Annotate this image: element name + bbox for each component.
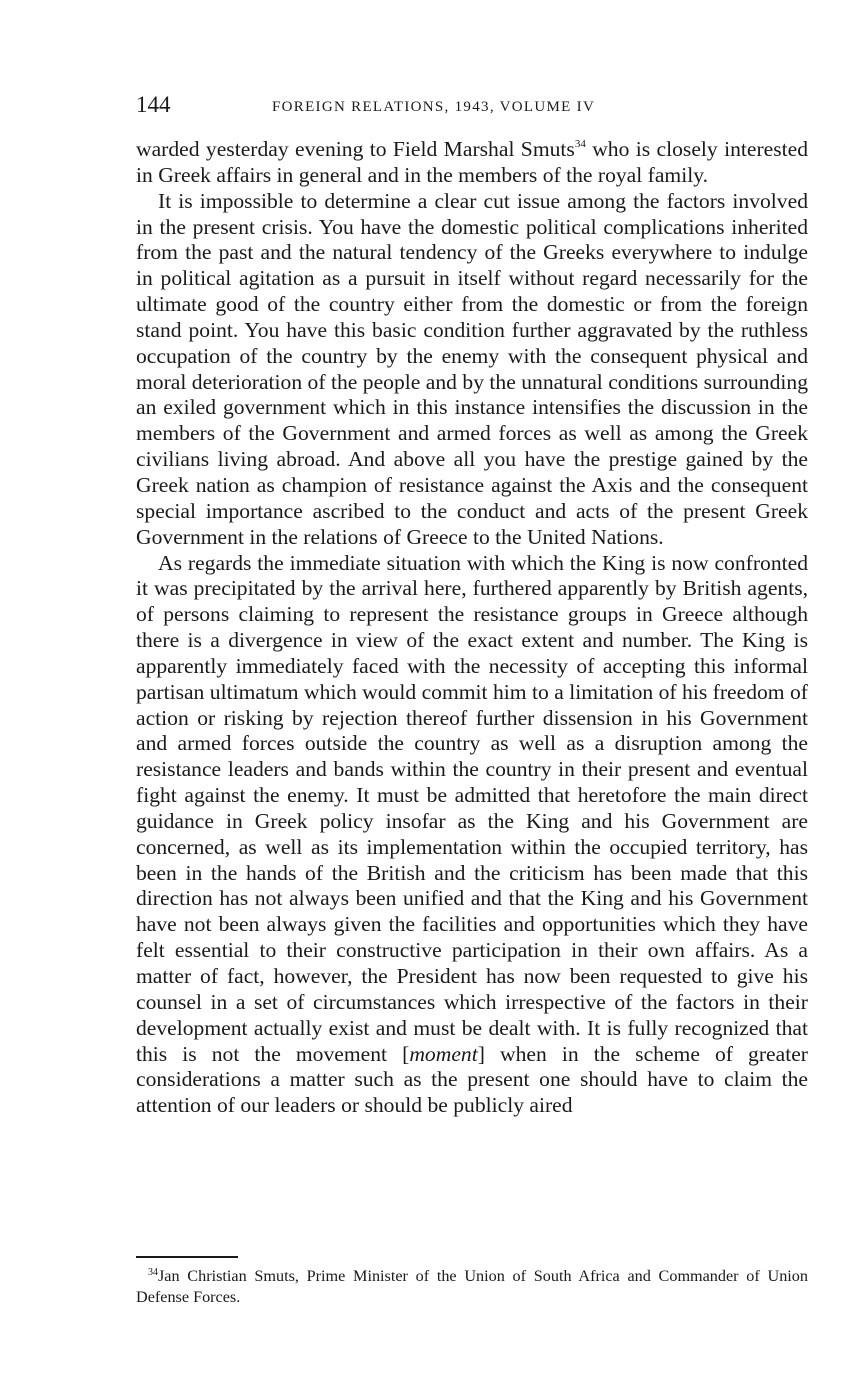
- bracket-open: [: [402, 1041, 410, 1066]
- footnote-mark: 34: [148, 1267, 158, 1278]
- page-header: [136, 90, 808, 120]
- paragraph-3-text-end: when in the scheme of greater considerations a matter such as the present one should have to claim the attention of our leaders or should be publicly aired: [136, 1041, 808, 1118]
- footnote: [136, 1266, 808, 1308]
- footnote-divider: [136, 1256, 238, 1258]
- paragraph-3-text-start: As regards the immediate situation with which the King is now confronted it was precipitated by the arrival here, furthered apparently by British agents, of persons claiming to represent the resistance groups in Greece although there is a divergence in view of the exact extent and number. The King is apparently immediately faced with the necessity of accepting this informal partisan ultimatum which would commit him to a limitation of his freedom of action or risking by rejection thereof further dissension in his Government and armed forces outside the country as well as a disruption among the resistance leaders and bands within the country in their present and eventual fight against the enemy. It must be admitted that heretofore the main direct guidance in Greek policy insofar as the King and his Government are concerned, as well as its implementation within the occupied territory, has been in the hands of the British and the criticism has been made that this direction has not always been unified and that the King and his Government have not been always given the facilities and opportunities which they have felt essential to their constructive participation in their own affairs. As a matter of fact, however, the President has now been requested to give his counsel in a set of circumstances which irrespective of the factors in their development actually exist and must be dealt with. It is fully recognized that this is not the movement: [136, 550, 808, 1066]
- body-text: [136, 137, 808, 1119]
- paragraph-2: It is impossible to determine a clear cut issue among the factors involved in the present crisis. You have the domestic political complications inherited from the past and the natural tendency of the Greeks everywhere to indulge in political agitation as a pursuit in itself without regard necessarily for the ultimate good of the country either from the domestic or from the foreign stand point. You have this basic condition further aggravated by the ruthless occupation of the country by the enemy with the consequent physical and moral deterioration of the people and by the unnatural conditions surrounding an exiled government which in this instance intensifies the discussion in the members of the Government and armed forces as well as among the Greek civilians living abroad. And above all you have the prestige gained by the Greek nation as champion of resistance against the Axis and the consequent special importance ascribed to the conduct and acts of the present Greek Government in the relations of Greece to the United Nations.: [136, 188, 808, 549]
- footnote-text: Jan Christian Smuts, Prime Minister of the Union of South Africa and Commander of Union Defense Forces.: [136, 1267, 808, 1306]
- paragraph-1-text-start: warded yesterday evening to Field Marshal Smuts: [136, 137, 575, 161]
- bracket-close: ]: [477, 1041, 485, 1066]
- footnote-reference: 34: [574, 138, 586, 150]
- running-head: FOREIGN RELATIONS, 1943, VOLUME IV: [272, 99, 596, 115]
- paragraph-3: [136, 551, 808, 1120]
- paragraph-1: [136, 137, 808, 189]
- paragraph-1-text-end: who is closely interested in Greek affairs in general and in the members of the royal family.: [136, 137, 809, 187]
- page-number: 144: [136, 92, 171, 117]
- editorial-emendation: moment: [409, 1041, 478, 1066]
